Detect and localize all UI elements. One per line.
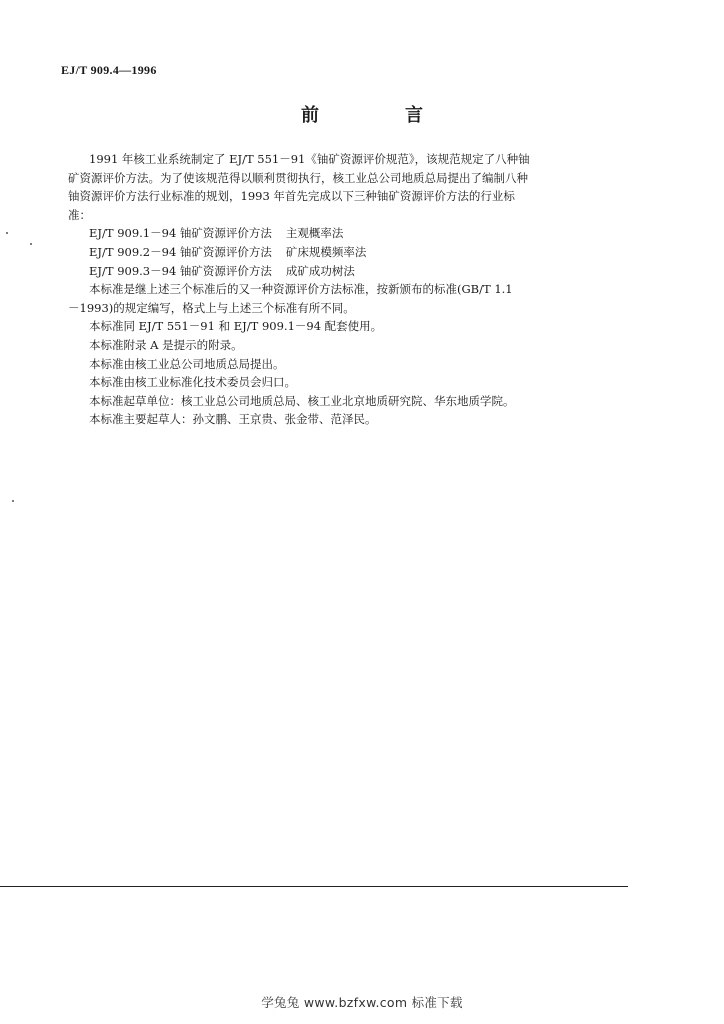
scan-speck: [12, 500, 14, 502]
footer-divider: [0, 886, 628, 887]
standard-item: [0, 243, 724, 262]
standards-list: [0, 224, 724, 280]
text-line: －1993)的规定编写，格式上与上述三个标准有所不同。: [68, 300, 355, 315]
text-line: 准：: [68, 207, 91, 222]
standard-item: [0, 224, 724, 243]
standard-method-name: 矿床规模频率法: [285, 244, 367, 259]
standard-method-name: 主观概率法: [285, 226, 344, 241]
text-line: 铀资源评价方法行业标准的规划，1993 年首先完成以下三种铀矿资源评价方法的行业标: [68, 189, 515, 204]
statement-line: 本标准主要起草人：孙文鹏、王京贵、张金带、范泽民。: [89, 412, 377, 427]
intro-paragraph: [0, 150, 724, 224]
statement-line: 本标准由核工业总公司地质总局提出。: [89, 356, 285, 371]
basis-paragraph: [0, 280, 724, 317]
text-line: 本标准是继上述三个标准后的又一种资源评价方法标准，按新颁布的标准(GB/T 1.1: [89, 282, 513, 297]
standard-code: EJ/T 909.3－94 铀矿资源评价方法: [89, 263, 272, 278]
text-line: 矿资源评价方法。为了使该规范得以顺利贯彻执行，核工业总公司地质总局提出了编制八种: [68, 170, 528, 185]
text-line: 1991 年核工业系统制定了 EJ/T 551－91《铀矿资源评价规范》，该规范规定了八种铀: [89, 152, 530, 166]
scan-speck: [30, 243, 32, 245]
foreword-body: [0, 150, 724, 429]
statement-line: 本标准由核工业标准化技术委员会归口。: [89, 375, 296, 390]
standard-code: EJ/T 909.1－94 铀矿资源评价方法: [89, 226, 272, 241]
footer-watermark: 学兔兔 www.bzfxw.com 标准下载: [261, 995, 463, 1010]
standard-code: EJ/T 909.2－94 铀矿资源评价方法: [89, 244, 272, 259]
statement-line: 本标准起草单位：核工业总公司地质总局、核工业北京地质研究院、华东地质学院。: [89, 393, 515, 408]
standard-code-header: EJ/T 909.4—1996: [61, 63, 157, 77]
page-title: 前 言: [301, 105, 457, 126]
statement-line: 本标准附录 A 是提示的附录。: [89, 337, 243, 352]
standard-item: [0, 262, 724, 281]
statements-list: [0, 317, 724, 429]
statement-line: 本标准同 EJ/T 551－91 和 EJ/T 909.1－94 配套使用。: [89, 319, 383, 334]
scan-speck: [6, 232, 8, 234]
standard-method-name: 成矿成功树法: [285, 263, 355, 278]
